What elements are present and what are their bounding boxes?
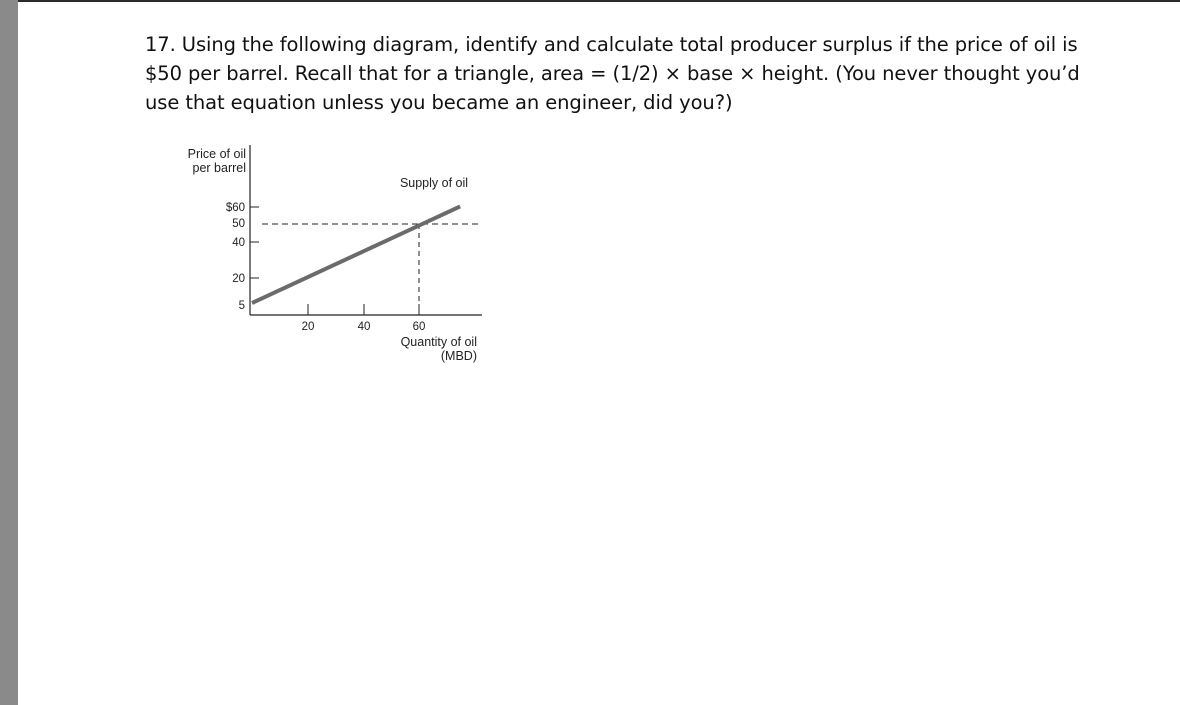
y-tick-label: $60 [225, 202, 245, 214]
y-tick-60 [226, 202, 259, 214]
y-tick-label: 50 [232, 218, 245, 230]
y-tick-5 [239, 300, 245, 312]
x-tick-40 [358, 304, 371, 333]
x-tick-label: 60 [412, 321, 426, 333]
y-tick-label: 40 [232, 237, 245, 249]
y-tick-50 [232, 218, 245, 230]
x-tick-label: 20 [301, 321, 315, 333]
y-tick-label: 5 [238, 300, 245, 312]
y-tick-label: 20 [232, 273, 245, 285]
y-axis-label-line2: per barrel [192, 161, 246, 175]
x-tick-60 [413, 304, 426, 333]
x-axis-label-line1: Quantity of oil [400, 335, 477, 349]
question-text: 17. Using the following diagram, identify and calculate total producer surplus if the price of oil is $50 per barrel. Recall that for a triangle, area = (1/2) × base × height. (You never thought you’d use that equation unless you became an engineer, did you?) [145, 33, 1080, 114]
y-tick-20 [232, 273, 259, 285]
x-tick-label: 40 [357, 321, 371, 333]
x-tick-20 [302, 304, 315, 333]
y-tick-40 [232, 237, 259, 249]
x-axis-label-line2: (MBD) [440, 349, 477, 363]
supply-curve-label: Supply of oil [399, 176, 469, 190]
supply-curve [252, 206, 460, 303]
y-axis-label-line1: Price of oil [187, 147, 246, 161]
